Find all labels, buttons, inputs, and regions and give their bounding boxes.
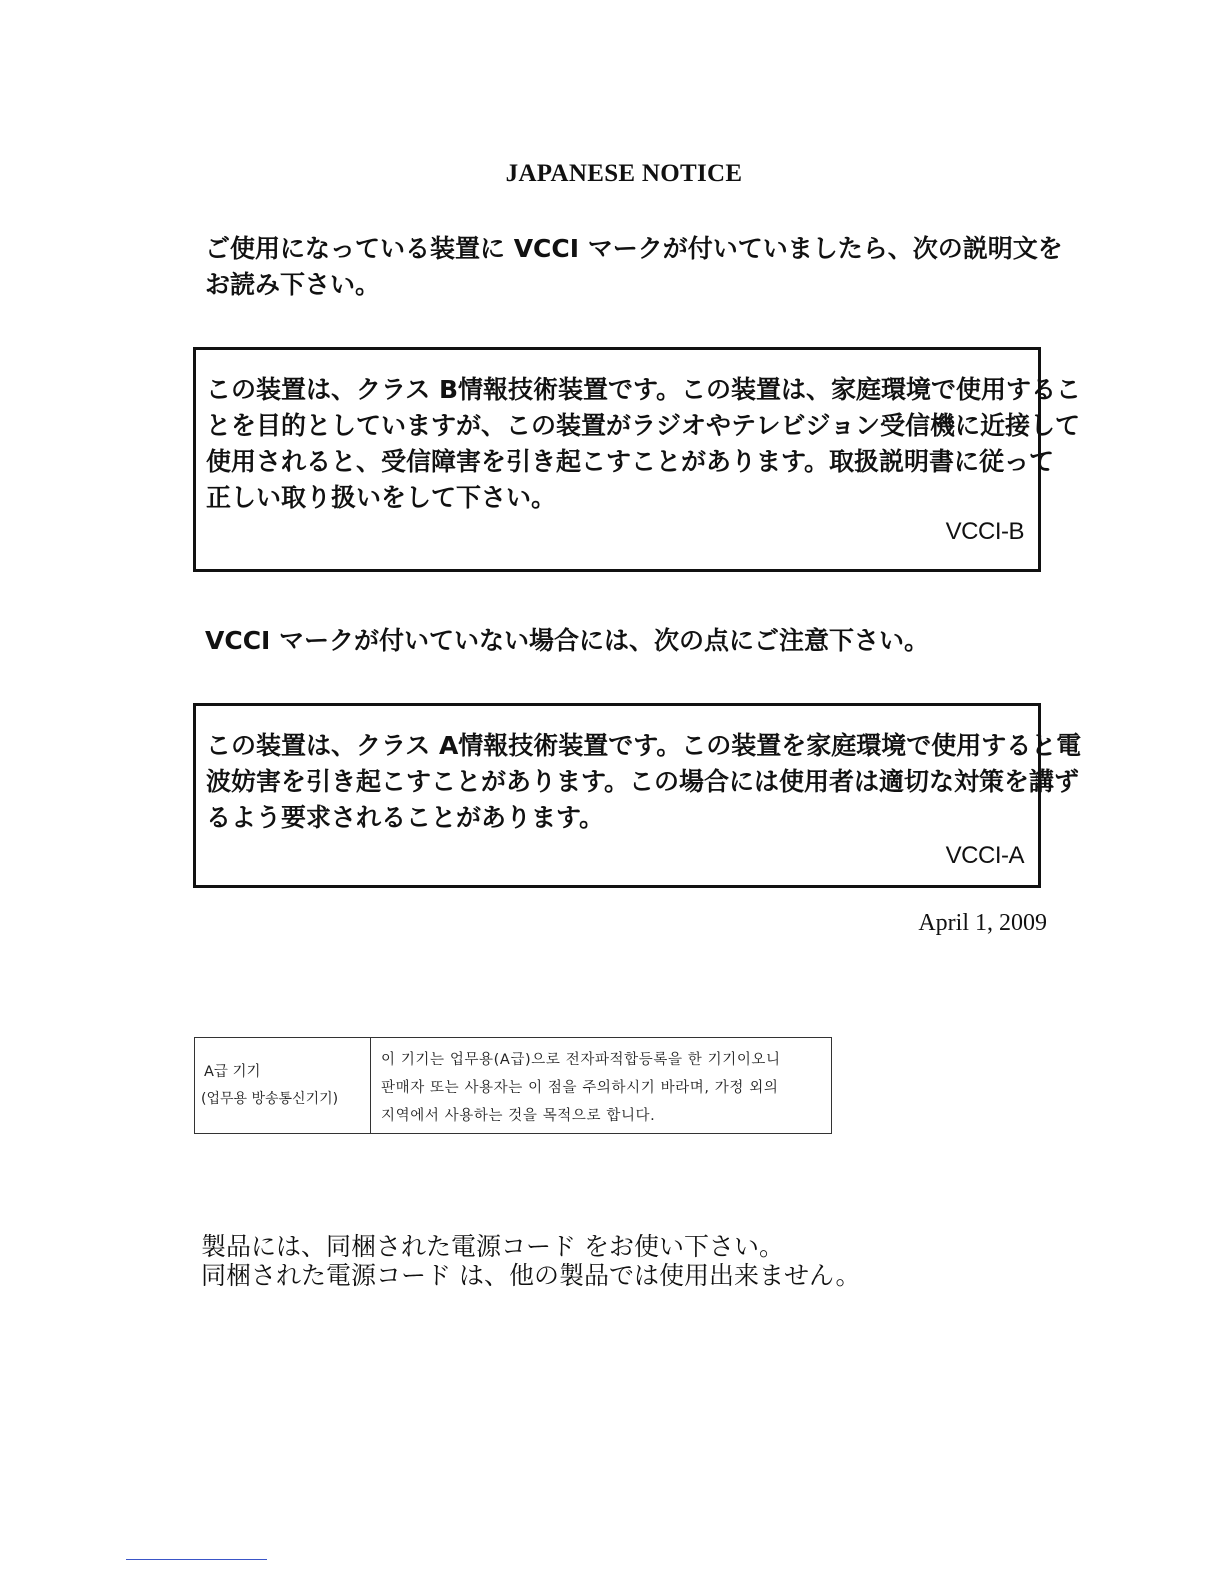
- korean-notice-line: 판매자 또는 사용자는 이 점을 주의하시기 바라며, 가정 외의: [381, 1080, 779, 1096]
- vcci-b-intro-line: ご使用になっている装置に VCCI マークが付いていましたら、次の説明文を: [205, 234, 1063, 263]
- vcci-a-notice-line: 波妨害を引き起こすことがあります。この場合には使用者は適切な対策を講ず: [206, 767, 1080, 796]
- vcci-b-notice-line: とを目的としていますが、この装置がラジオやテレビジョン受信機に近接して: [206, 411, 1081, 440]
- korean-notice-line: 지역에서 사용하는 것을 목적으로 합니다.: [381, 1108, 656, 1124]
- vcci-b-notice-line: 使用されると、受信障害を引き起こすことがあります。取扱説明書に従って: [206, 447, 1055, 476]
- notice-date: April 1, 2009: [918, 910, 1047, 936]
- vcci-b-notice-line: 正しい取り扱いをして下さい。: [206, 483, 557, 512]
- vcci-a-notice-line: この装置は、クラス A情報技術装置です。この装置を家庭環境で使用すると電: [206, 731, 1082, 760]
- vcci-b-code: VCCI-B: [945, 518, 1024, 545]
- vcci-a-code: VCCI-A: [945, 842, 1024, 869]
- power-cord-note-line: 製品には、同梱された電源コード をお使い下さい。: [201, 1232, 784, 1261]
- vcci-a-notice-text: [206, 728, 1082, 836]
- power-cord-note: [201, 1232, 860, 1290]
- korean-class-label: A급 기기: [204, 1064, 261, 1080]
- page-title: JAPANESE NOTICE: [505, 160, 743, 187]
- korean-class-sublabel: (업무용 방송통신기기): [201, 1091, 339, 1107]
- vcci-b-notice-text: [206, 372, 1082, 516]
- vcci-b-intro-line: お読み下さい。: [205, 270, 381, 299]
- korean-notice-line: 이 기기는 업무용(A급)으로 전자파적합등록을 한 기기이오니: [381, 1052, 781, 1068]
- korean-class-cell: [195, 1038, 371, 1133]
- korean-class-a-notice: [194, 1037, 832, 1134]
- vcci-a-notice-box: [193, 703, 1082, 888]
- footnote-divider: [126, 1559, 267, 1560]
- power-cord-note-line: 同梱された電源コード は、他の製品では使用出来ません。: [201, 1261, 861, 1290]
- vcci-b-intro: [205, 231, 1063, 303]
- korean-notice-text: [381, 1046, 825, 1130]
- vcci-b-notice-line: この装置は、クラス B情報技術装置です。この装置は、家庭環境で使用するこ: [206, 375, 1082, 404]
- vcci-a-intro: [205, 623, 1025, 659]
- vcci-a-intro-line: VCCI マークが付いていない場合には、次の点にご注意下さい。: [205, 626, 930, 655]
- vcci-a-notice-line: るよう要求されることがあります。: [206, 803, 605, 832]
- vcci-b-notice-box: [193, 347, 1082, 572]
